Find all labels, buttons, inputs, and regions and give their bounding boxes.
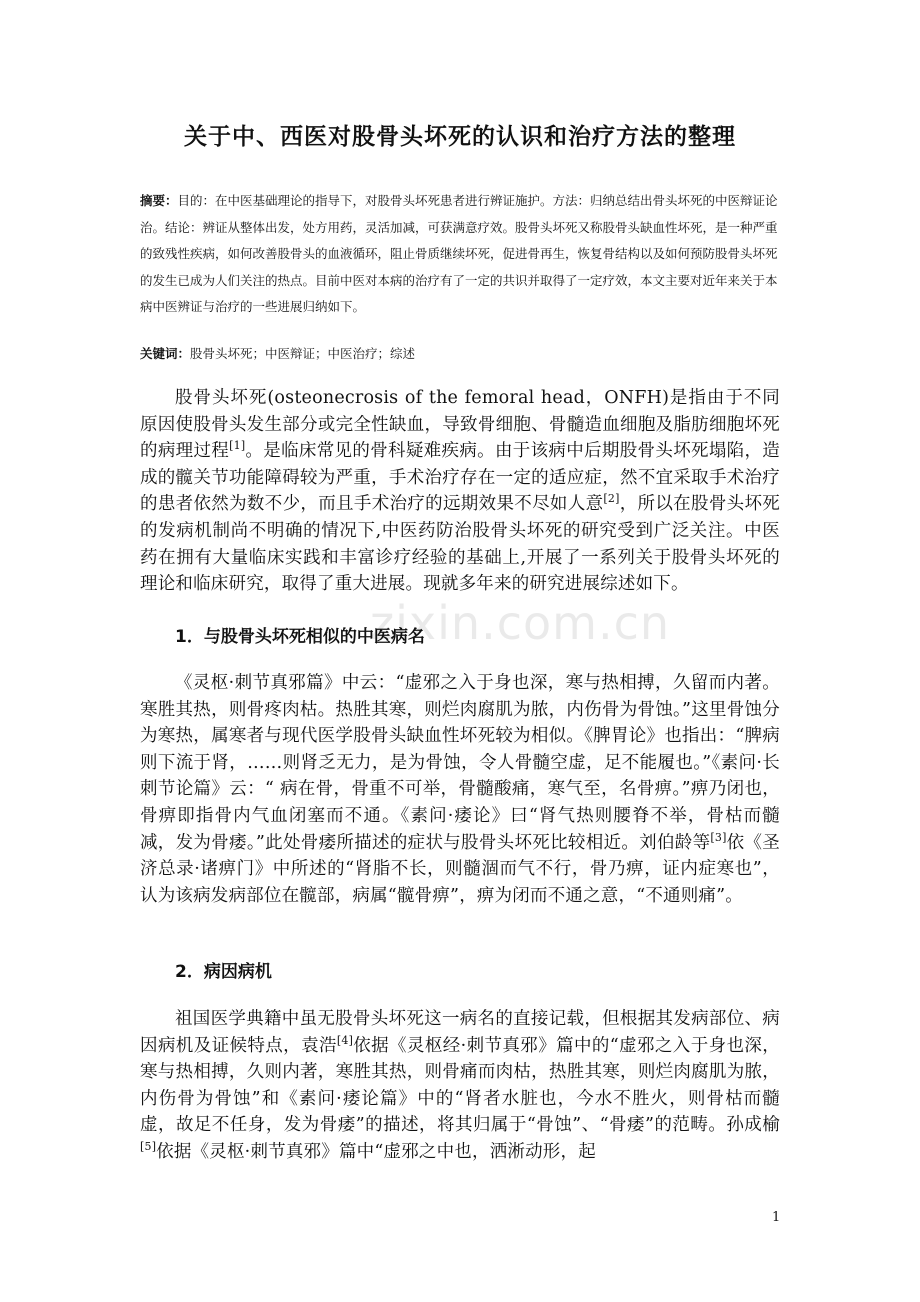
section-heading-1: 1．与股骨头坏死相似的中医病名 [175,627,425,647]
citation-4: [4] [336,1033,354,1047]
intro-text-2: 。是临床常见的骨科疑难疾病。由于该病中后期股骨头坏死塌陷，造成的髋关节功能障碍较为严重，手术治疗存在一定的适应症，然不宜采取手术治疗的患者依然为数不少，而且手术治疗的远期效果不尽如人意 [140,441,781,515]
page-number: 1 [772,1210,781,1225]
section-heading-2: 2．病因病机 [175,962,272,982]
citation-5: [5] [140,1140,157,1154]
paper-title: 关于中、西医对股骨头坏死的认识和治疗方法的整理 [184,124,736,150]
section2-text-2: 依据《灵枢经·刺节真邪》篇中的“虚邪之入于身也深，寒与热相搏，久则内著，寒胜其热，则骨痛而肉枯，热胜其寒，则烂肉腐肌为脓，内伤骨为骨蚀”和《素问·痿论篇》中的“肾者水脏也，今水不胜火，则骨枯而髓虚，故足不任身，发为骨痿”的描述，将其归属于“骨蚀”、“骨痿”的范畴。孙成榆 [140,1035,780,1136]
section1-paragraph [140,670,780,909]
section2-text-1: 祖国医学典籍中虽无股骨头坏死这一病名的直接记载，但根据其发病部位、病因病机及证候特点，袁浩 [140,1009,780,1056]
intro-paragraph [140,385,780,598]
keywords [140,341,780,367]
citation-3: [3] [710,830,727,844]
citation-1: [1] [229,439,246,453]
keywords-text: 股骨头坏死；中医辩证；中医治疗；综述 [190,346,416,361]
section2-text-3: 依据《灵枢·刺节真邪》篇中“虚邪之中也，洒淅动形，起 [156,1141,596,1162]
citation-2: [2] [603,492,620,506]
section1-text-2: 依《圣济总录·诸痹门》中所述的“肾脂不长，则髓涸而气不行，骨乃痹，证内症寒也”，认为该病发病部位在髋部，病属“髋骨痹”，痹为闭而不通之意，“不通则痛”。 [140,832,780,906]
intro-text-1: 股骨头坏死(osteonecrosis of the femoral head，ONFH)是指由于不同原因使股骨头发生部分或完全性缺血，导致骨细胞、骨髓造血细胞及脂肪细胞坏死的病理过程 [140,388,780,462]
watermark: zixin.com.cn [370,596,671,650]
keywords-label: 关键词： [140,346,191,361]
section2-paragraph [140,1006,780,1166]
intro-text-3: ，所以在股骨头坏死的发病机制尚不明确的情况下,中医药防治股骨头坏死的研究受到广泛关注。中医药在拥有大量临床实践和丰富诊疗经验的基础上,开展了一系列关于股骨头坏死的理论和临床研究，取得了重大进展。现就多年来的研究进展综述如下。 [140,494,780,595]
abstract [140,188,780,321]
abstract-text: 目的：在中医基础理论的指导下，对股骨头坏死患者进行辨证施护。方法：归纳总结出骨头坏死的中医辩证论治。结论：辨证从整体出发，处方用药，灵活加减，可获满意疗效。股骨头坏死又称股骨头缺血性坏死，是一种严重的致残性疾病，如何改善股骨头的血液循环，阻止骨质继续坏死，促进骨再生，恢复骨结构以及如何预防股骨头坏死的发生已成为人们关注的热点。目前中医对本病的治疗有了一定的共识并取得了一定疗效，本文主要对近年来关于本病中医辨证与治疗的一些进展归纳如下。 [140,193,778,314]
abstract-label: 摘要： [140,193,178,208]
section1-text-1: 《灵枢·刺节真邪篇》中云：“虚邪之入于身也深，寒与热相搏，久留而内著。寒胜其热，则骨疼肉枯。热胜其寒，则烂肉腐肌为脓，内伤骨为骨蚀。”这里骨蚀分为寒热，属寒者与现代医学股骨头缺血性坏死较为相似。《脾胃论》也指出：“脾病则下流于肾，……则肾乏无力，是为骨蚀，令人骨髓空虚，足不能履也。”《素问·长刺节论篇》云：“ 病在骨，骨重不可举，骨髓酸痛，寒气至，名骨痹。”痹乃闭也，骨痹即指骨内气血闭塞而不通。《素问·痿论》曰“肾气热则腰脊不举，骨枯而髓减，发为骨痿。”此处骨痿所描述的症状与股骨头坏死比较相近。刘伯龄等 [140,673,780,853]
